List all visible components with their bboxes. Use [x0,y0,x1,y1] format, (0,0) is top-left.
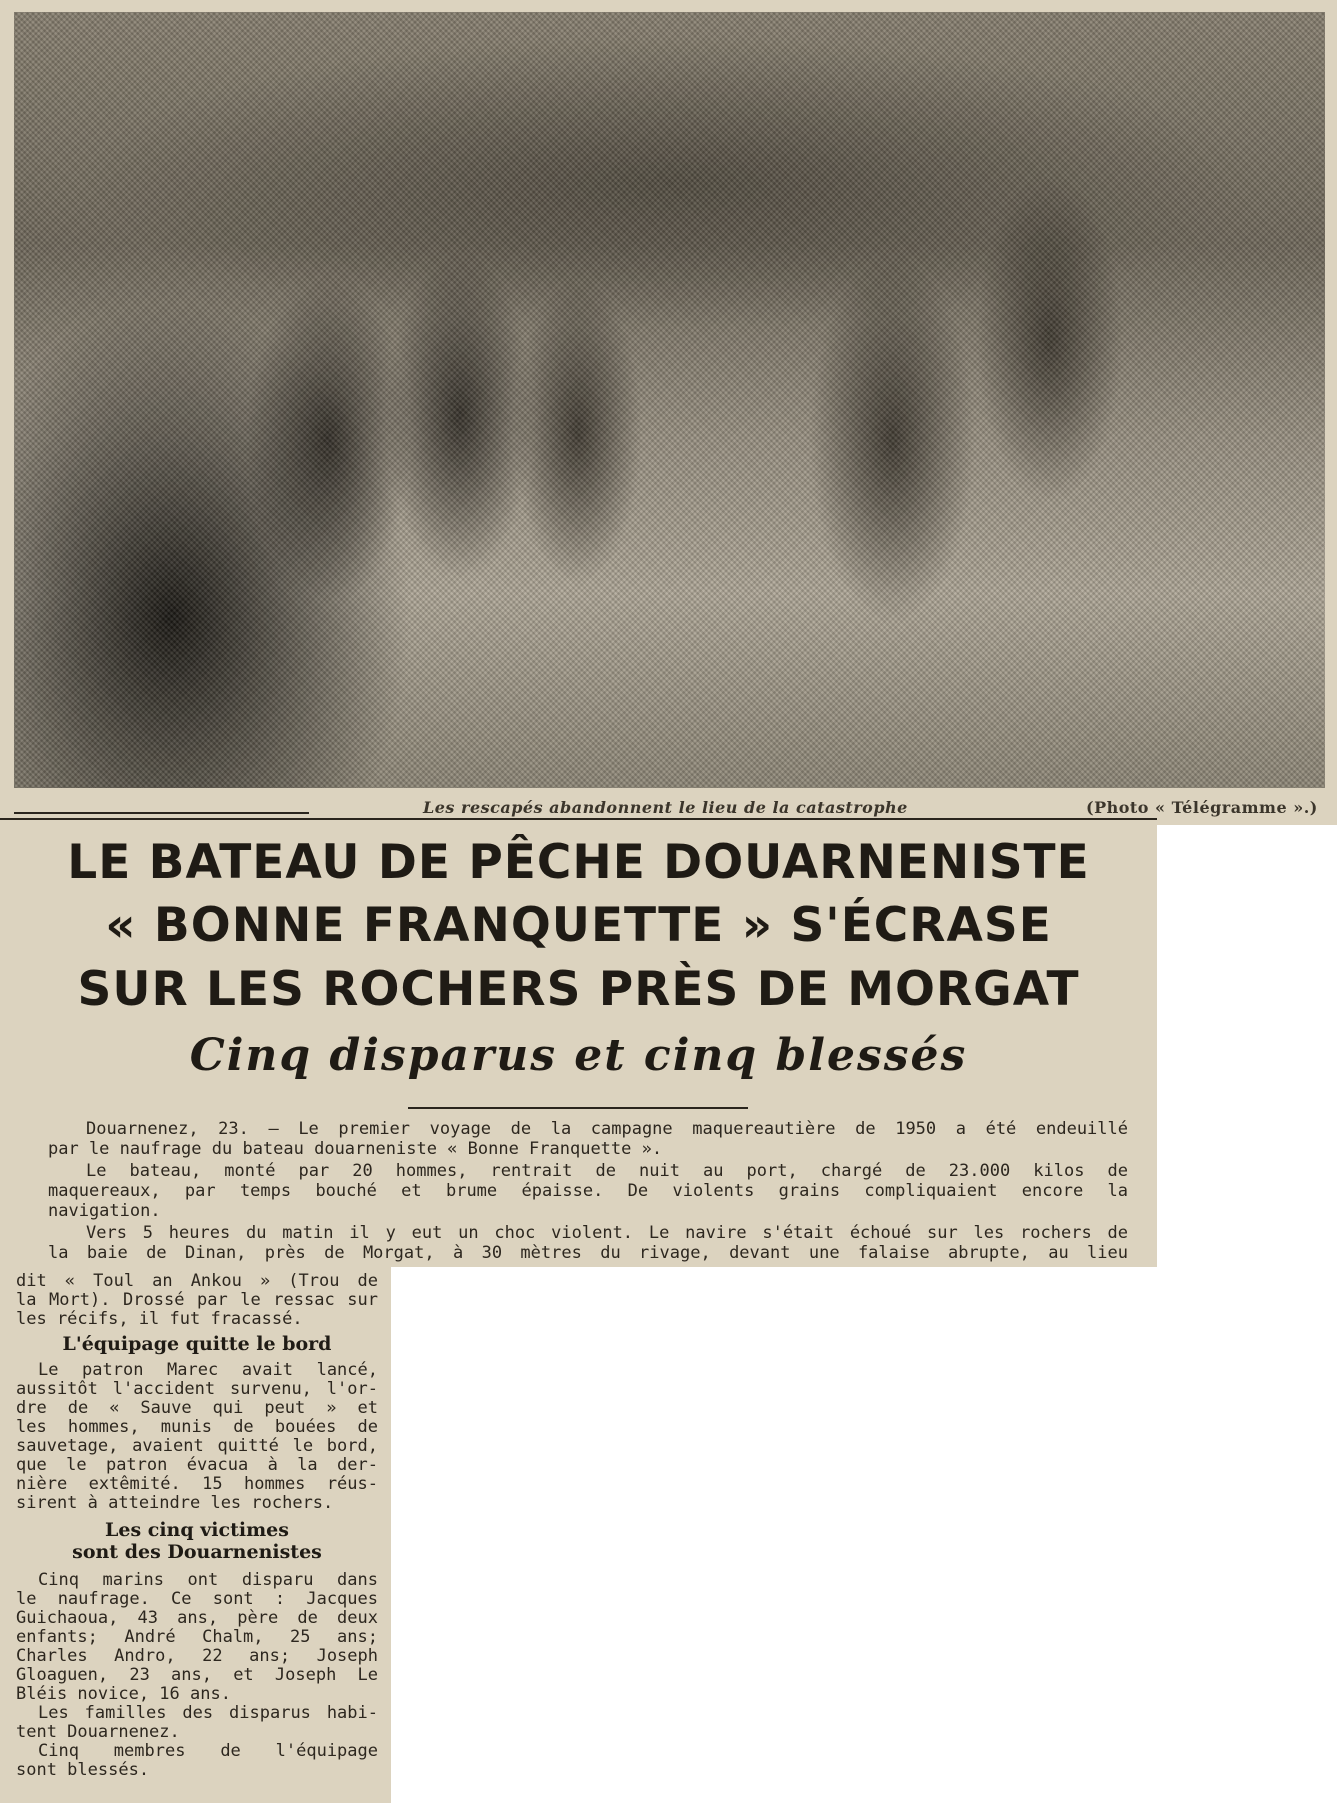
column-line: sauvetage, avaient quitté le bord, [16,1436,378,1456]
column-line: la Mort). Drossé par le ressac sur [16,1290,378,1310]
headline-line-2: « BONNE FRANQUETTE » S'ÉCRASE [105,898,1052,953]
section-heading-victims: Les cinq victimes [105,1519,289,1541]
lead-line: maquereaux, par temps bouché et brume épaisse. De violents grains compliquaient encore la [48,1181,1128,1201]
news-photo [14,12,1325,788]
column-line: Bléis novice, 16 ans. [16,1684,231,1704]
column-line: le naufrage. Ce sont : Jacques [16,1589,378,1609]
column-line: aussitôt l'accident survenu, l'or- [16,1379,378,1399]
section-heading-victims-2: sont des Douarnenistes [72,1541,322,1563]
photo-caption: Les rescapés abandonnent le lieu de la catastrophe [423,798,908,817]
column-line: dre de « Sauve qui peut » et [16,1398,378,1418]
column-line: tent Douarnenez. [16,1722,180,1742]
column-line: que le patron évacua à la der- [16,1455,378,1475]
column-line: Gloaguen, 23 ans, et Joseph Le [16,1665,378,1685]
column-line: Les familles des disparus habi- [38,1703,378,1723]
section-divider [0,818,1157,820]
section-heading-crew: L'équipage quitte le bord [62,1333,332,1355]
photo-credit: (Photo « Télégramme ».) [1086,798,1318,817]
column-line: Charles Andro, 22 ans; Joseph [16,1646,378,1666]
column-line: sirent à atteindre les rochers. [16,1493,334,1513]
column-line: nière extêmité. 15 hommes réus- [16,1474,378,1494]
lead-line: Douarnenez, 23. — Le premier voyage de la campagne maquereautière de 1950 a été endeuillé [86,1119,1128,1139]
column-line: dit « Toul an Ankou » (Trou de [16,1271,378,1291]
column-line: sont blessés. [16,1760,150,1780]
column-line: les hommes, munis de bouées de [16,1417,378,1437]
column-line: Cinq marins ont disparu dans [38,1570,378,1590]
subheadline: Cinq disparus et cinq blessés [189,1030,968,1081]
lead-line: la baie de Dinan, près de Morgat, à 30 mètres du rivage, devant une falaise abrupte, au lieu [48,1243,1128,1263]
lead-line: navigation. [48,1201,161,1221]
lead-line: par le naufrage du bateau douarneniste « Bonne Franquette ». [48,1139,663,1159]
subheadline-rule [408,1107,748,1109]
column-line: Guichaoua, 43 ans, père de deux [16,1608,378,1628]
column-line: les récifs, il fut fracassé. [16,1309,303,1329]
column-line: Cinq membres de l'équipage [38,1741,378,1761]
caption-rule [14,812,309,814]
headline-line-3: SUR LES ROCHERS PRÈS DE MORGAT [77,962,1080,1017]
column-line: Le patron Marec avait lancé, [38,1360,378,1380]
lead-line: Le bateau, monté par 20 hommes, rentrait de nuit au port, chargé de 23.000 kilos de [86,1161,1128,1181]
headline-line-1: LE BATEAU DE PÊCHE DOUARNENISTE [67,835,1090,890]
column-line: enfants; André Chalm, 25 ans; [16,1627,378,1647]
lead-line: Vers 5 heures du matin il y eut un choc violent. Le navire s'était échoué sur les rochers de [86,1223,1128,1243]
